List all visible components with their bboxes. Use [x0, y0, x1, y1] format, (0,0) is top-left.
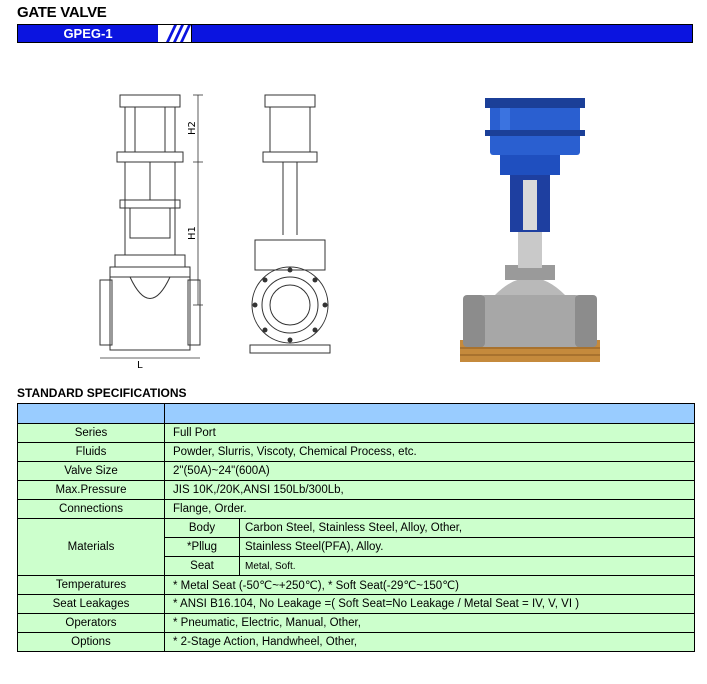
table-row — [18, 519, 695, 538]
table-row — [18, 595, 695, 614]
spec-value: * ANSI B16.104, No Leakage =( Soft Seat=No Leakage / Metal Seat = IV, V, VI ) — [165, 595, 695, 614]
spec-value: * Pneumatic, Electric, Manual, Other, — [165, 614, 695, 633]
table-row — [18, 500, 695, 519]
spec-sublabel: Body — [165, 519, 240, 538]
front-view-drawing — [95, 90, 225, 370]
header-cell — [18, 404, 165, 424]
spec-value: Metal, Soft. — [240, 557, 695, 576]
spec-value: Powder, Slurris, Viscoty, Chemical Process, etc. — [165, 443, 695, 462]
spec-sublabel: Seat — [165, 557, 240, 576]
spec-value: Carbon Steel, Stainless Steel, Alloy, Other, — [240, 519, 695, 538]
spec-value: Stainless Steel(PFA), Alloy. — [240, 538, 695, 557]
spec-label: Max.Pressure — [18, 481, 165, 500]
spec-label: Series — [18, 424, 165, 443]
spec-label: Connections — [18, 500, 165, 519]
model-label-box — [17, 24, 192, 43]
spec-value: Full Port — [165, 424, 695, 443]
side-view-drawing — [245, 90, 335, 370]
spec-header-row — [18, 404, 695, 424]
spec-value: JIS 10K,/20K,ANSI 150Lb/300Lb, — [165, 481, 695, 500]
table-row — [18, 481, 695, 500]
spec-sublabel: *Pllug — [165, 538, 240, 557]
spec-label: Options — [18, 633, 165, 652]
spec-value: 2"(50A)~24"(600A) — [165, 462, 695, 481]
spec-title: STANDARD SPECIFICATIONS — [17, 386, 187, 400]
spec-label: Seat Leakages — [18, 595, 165, 614]
spec-value: Flange, Order. — [165, 500, 695, 519]
spec-value: * 2-Stage Action, Handwheel, Other, — [165, 633, 695, 652]
spec-label: Temperatures — [18, 576, 165, 595]
spec-label: Fluids — [18, 443, 165, 462]
page-title: GATE VALVE — [17, 4, 107, 21]
table-row — [18, 424, 695, 443]
spec-table — [17, 403, 695, 652]
slash-decoration — [158, 25, 192, 42]
table-row — [18, 614, 695, 633]
model-label: GPEG-1 — [18, 25, 158, 42]
table-row — [18, 462, 695, 481]
table-row — [18, 633, 695, 652]
spec-value: * Metal Seat (-50℃~+250℃), * Soft Seat(-29℃~150℃) — [165, 576, 695, 595]
spec-label: Valve Size — [18, 462, 165, 481]
dim-h1-label: H1 — [187, 226, 198, 240]
dim-h2-label: H2 — [187, 121, 198, 135]
valve-photo — [455, 90, 605, 366]
spec-label: Materials — [18, 519, 165, 576]
dim-l-label: L — [137, 360, 143, 370]
header-cell — [165, 404, 695, 424]
table-row — [18, 443, 695, 462]
spec-label: Operators — [18, 614, 165, 633]
table-row — [18, 576, 695, 595]
